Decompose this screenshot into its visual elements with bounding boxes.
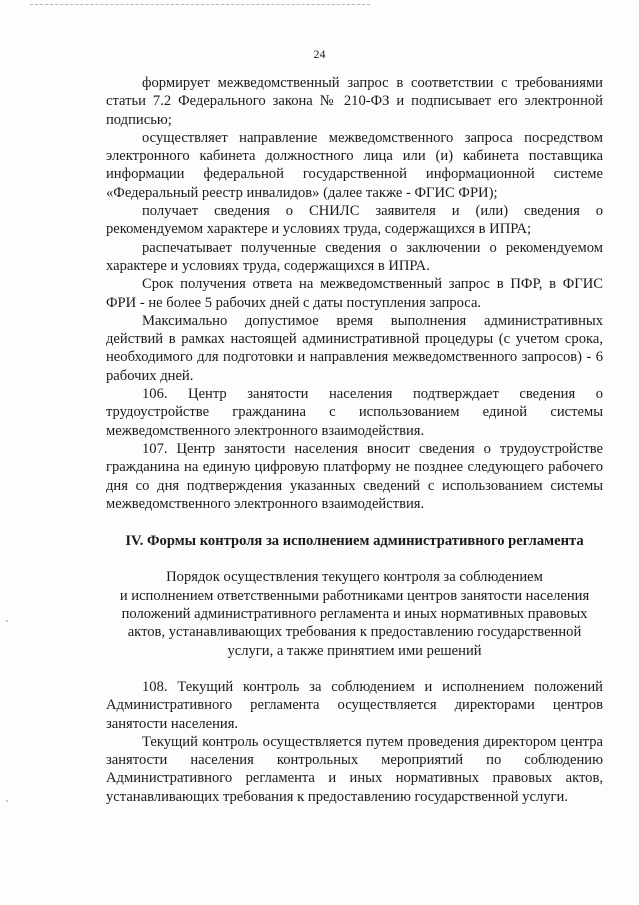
scan-edge-mark <box>6 800 8 802</box>
subheading-line: и исполнением ответственными работниками центров занятости населения <box>119 587 590 604</box>
document-body <box>106 74 603 806</box>
page-number: 24 <box>313 47 326 61</box>
paragraph: получает сведения о СНИЛС заявителя и (или) сведения о рекомендуемом характере и условиях труда, содержащихся в ИПРА; <box>106 203 603 238</box>
paragraph: Максимально допустимое время выполнения административных действий в рамках настоящей административной процедуры (с учетом срока, необходимого для подготовки и направления межведомственного запросов) - 6 рабочих дней. <box>106 312 603 384</box>
scan-edge-rule <box>30 4 370 5</box>
paragraph: Текущий контроль осуществляется путем проведения директором центра занятости населения контрольных мероприятий по соблюдению Административного регламента и иных нормативных правовых актов, устанавливающих требования к предоставлению государственной услуги. <box>106 733 603 805</box>
subheading-line: услуги, а также принятием ими решений <box>227 642 482 659</box>
paragraph-item-108: 108. Текущий контроль за соблюдением и исполнением положений Административного регламента осуществляется директорами центров занятости населения. <box>106 678 603 732</box>
subheading-line: положений административного регламента и иных нормативных правовых <box>121 606 588 623</box>
paragraph: формирует межведомственный запрос в соответствии с требованиями статьи 7.2 Федерального закона № 210-ФЗ и подписывает его электронной подписью; <box>106 75 603 128</box>
scan-edge-mark <box>6 620 8 622</box>
section-subheading <box>106 568 603 659</box>
subheading-line: Порядок осуществления текущего контроля за соблюдением <box>166 569 543 586</box>
paragraph: осуществляет направление межведомственного запроса посредством электронного кабинета должностного лица или (и) кабинета поставщика информации федеральной государственной информационной системе «Федеральный реестр инвалидов» (далее также - ФГИС ФРИ); <box>106 129 603 201</box>
paragraph-item-106: 106. Центр занятости населения подтверждает сведения о трудоустройстве гражданина с использованием единой системы межведомственного электронного взаимодействия. <box>106 386 603 439</box>
paragraph: Срок получения ответа на межведомственный запрос в ПФР, в ФГИС ФРИ - не более 5 рабочих дней с даты поступления запроса. <box>106 276 603 311</box>
subheading-line: актов, устанавливающих требования к предоставлению государственной <box>127 624 582 641</box>
paragraph: распечатывает полученные сведения о заключении о рекомендуемом характере и условиях труда, содержащихся в ИПРА. <box>106 239 603 274</box>
section-heading: IV. Формы контроля за исполнением административного регламента <box>125 533 584 550</box>
paragraph-item-107: 107. Центр занятости населения вносит сведения о трудоустройстве гражданина на единую цифровую платформу не позднее следующего рабочего дня со дня подтверждения указанных сведений с использованием системы межведомственного электронного взаимодействия. <box>106 440 603 512</box>
